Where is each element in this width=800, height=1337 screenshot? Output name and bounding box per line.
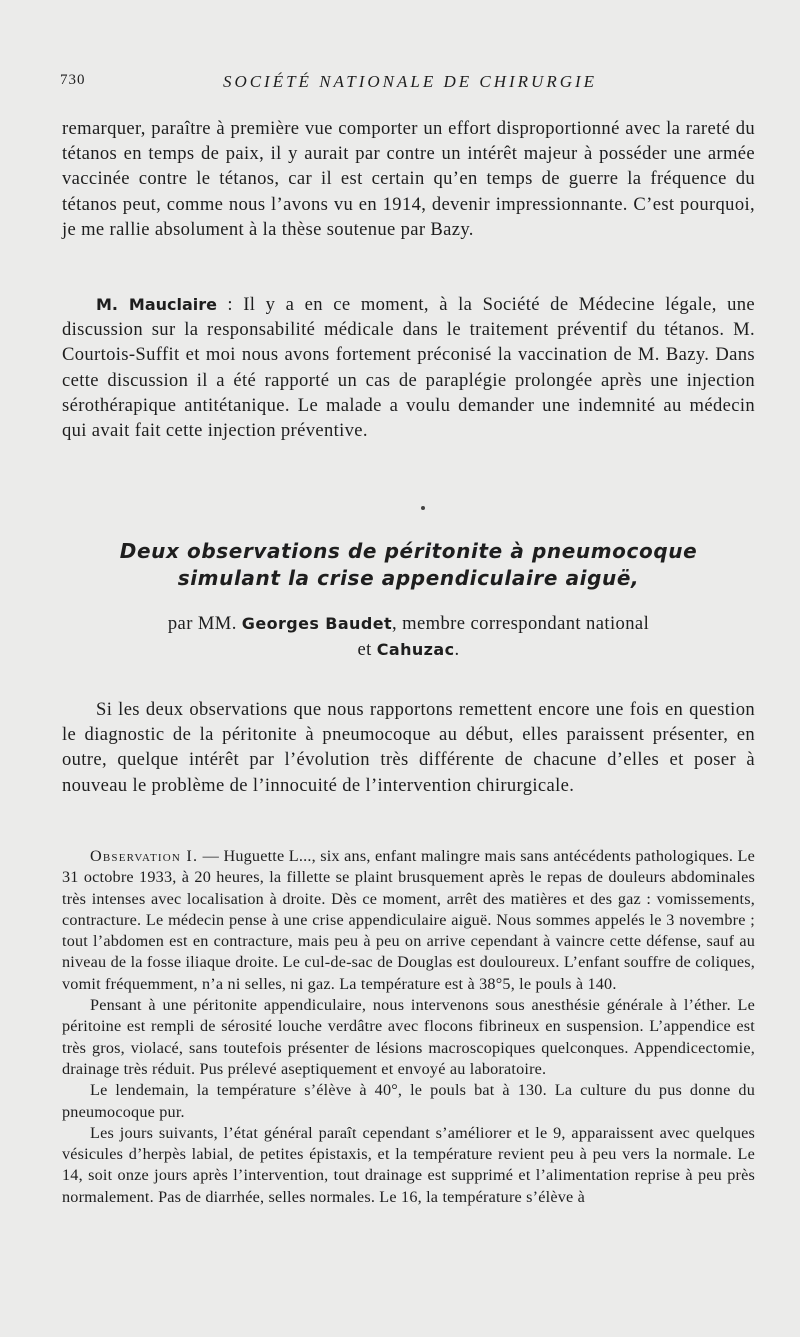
observation-paragraph <box>62 846 755 995</box>
observation-paragraph: Les jours suivants, l’état général paraît cependant s’améliorer et le 9, apparaissent avec quelques vésicules d’herpès labial, de petites épistaxis, et la température revient peu à peu vers la normale. Le 14, soit onze jours après l’intervention, tout drainage est supprimé et l’alimentation reprise à peu près normalement. Pas de diarrhée, selles normales. Le 16, la température s’élève à <box>62 1123 755 1206</box>
byline-affiliation: , membre correspondant national <box>392 613 650 634</box>
paragraph-mauclaire-text: : Il y a en ce moment, à la Société de Médecine légale, une discussion sur la responsabilité médicale dans le traitement préventif du tétanos. M. Courtois-Suffit et moi nous avons fortement préconisé la vaccination de M. Bazy. Dans cette discussion il a été rapporté un cas de paraplégie prolongée après une injection sérothérapique antitétanique. Le malade a voulu demander une indemnité au médecin qui avait fait cette injection préventive. <box>62 294 755 442</box>
page-header <box>60 72 760 96</box>
speaker-name: M. Mauclaire <box>96 295 218 314</box>
author-cahuzac: Cahuzac <box>376 640 455 659</box>
byline-prefix: par MM. <box>167 613 242 634</box>
paragraph-continuation: remarquer, paraître à première vue comporter un effort disproportionné avec la rareté du tétanos en temps de paix, il y aurait par contre un intérêt majeur à posséder une armée vaccinée contre le tétanos, car il est certain qu’en temps de guerre la fréquence du tétanos peut, comme nous l’avons vu en 1914, devenir impressionnante. C’est pourquoi, je me rallie absolument à la thèse soutenue par Bazy. <box>62 118 755 240</box>
byline-line-2 <box>62 637 755 663</box>
paragraph-mauclaire <box>62 292 755 443</box>
section-separator-dot <box>421 506 425 510</box>
running-title: SOCIÉTÉ NATIONALE DE CHIRURGIE <box>222 72 598 91</box>
observation-label: Observation I. <box>90 847 199 865</box>
observation-p1-text: — Huguette L..., six ans, enfant malingre mais sans antécédents pathologiques. Le 31 octobre 1933, à 20 heures, la fillette se plaint brusquement après le repas de douleurs abdominales très intenses avec localisation à droite. Dès ce moment, arrêt des matières et des gaz : vomissements, contracture. Le médecin pense à une crise appendiculaire aiguë. Nous sommes appelés le 3 novembre ; tout l’abdomen est en contracture, mais peu à peu on arrive cependant à vaincre cette défense, sauf au niveau de la fosse iliaque droite. Le cul-de-sac de Douglas est douloureux. L’enfant souffre de coliques, vomit fréquemment, n’a ni selles, ni gaz. La température est à 38°5, le pouls à 140. <box>62 847 755 993</box>
article-title-line-2: simulant la crise appendiculaire aiguë, <box>177 566 640 590</box>
intro-paragraph: Si les deux observations que nous rapportons remettent encore une fois en question le diagnostic de la péritonite à pneumocoque au début, elles paraissent présenter, en outre, quelque intérêt par l’évolution très différente de chacune d’elles et poser à nouveau le problème de l’innocuité de l’intervention chirurgicale. <box>62 699 755 796</box>
observation-paragraph: Le lendemain, la température s’élève à 40°, le pouls bat à 130. La culture du pus donne du pneumocoque pur. <box>62 1081 755 1121</box>
author-baudet: Georges Baudet <box>241 614 392 633</box>
byline-line-1 <box>62 611 755 637</box>
byline-et: et <box>357 639 377 660</box>
article-title <box>62 538 755 592</box>
byline-end: . <box>454 639 460 660</box>
article-title-line-1: Deux observations de péritonite à pneumocoque <box>119 539 698 563</box>
observation-paragraph: Pensant à une péritonite appendiculaire, nous intervenons sous anesthésie générale à l’éther. Le péritoine est rempli de sérosité louche verdâtre avec flocons fibrineux en suspension. L’appendice est très gros, violacé, sans toutefois présenter de lésions macroscopiques quelconques. Appendicectomie, drainage très réduit. Pus prélevé aseptiquement et envoyé au laboratoire. <box>62 996 755 1078</box>
article-byline <box>62 611 755 663</box>
page-number: 730 <box>60 72 86 88</box>
observation-1 <box>62 846 755 1208</box>
